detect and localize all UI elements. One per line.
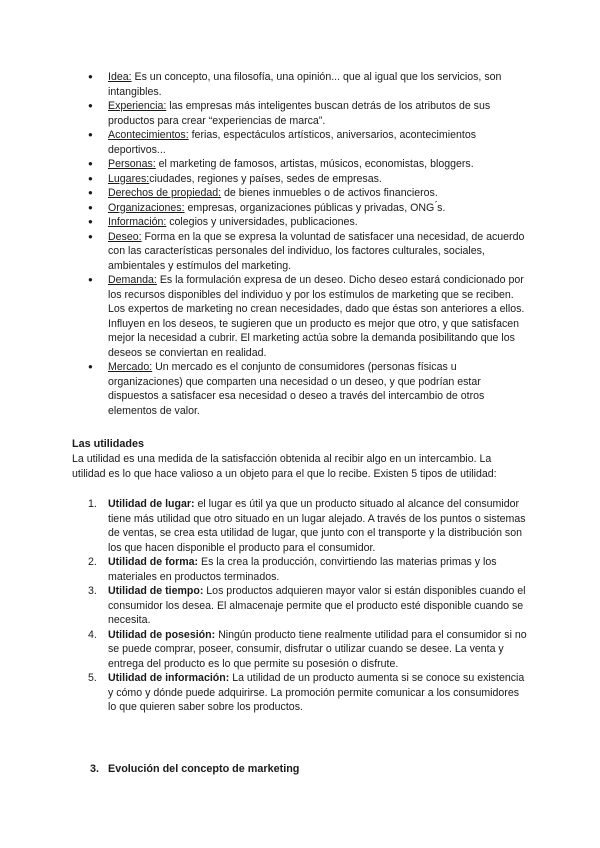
list-item — [108, 70, 528, 99]
heading-text: Evolución del concepto de marketing — [108, 763, 300, 775]
item-number: 2. — [88, 556, 97, 568]
list-item — [108, 157, 528, 172]
term: Deseo: — [108, 230, 142, 243]
term: Experiencia: — [108, 100, 167, 112]
term: Organizaciones: — [108, 201, 185, 214]
definition: Es un concepto, una filosofía, una opinión... que al igual que los servicios, son intangibles. — [108, 71, 502, 98]
list-item — [108, 201, 528, 216]
term: Utilidad de tiempo: — [108, 585, 204, 597]
section-title: Las utilidades — [72, 438, 144, 450]
term: Personas: — [108, 158, 156, 170]
term: Utilidad de lugar: — [108, 498, 195, 510]
list-item — [108, 128, 528, 157]
definition: Los productos adquieren mayor valor si están disponibles cuando el consumidor los desea. El almacenaje permite que el producto esté disponible cuando se necesita. — [108, 585, 526, 626]
term: Idea: — [108, 71, 132, 83]
definition: ciudades, regiones y países, sedes de empresas. — [149, 172, 382, 185]
list-item — [88, 497, 528, 555]
term: Lugares: — [108, 172, 150, 185]
list-item — [88, 555, 528, 584]
list-item — [88, 671, 528, 715]
next-section-heading — [90, 762, 299, 777]
heading-number: 3. — [90, 763, 100, 775]
list-item — [108, 99, 528, 128]
term: Información: — [108, 216, 167, 228]
item-number: 4. — [88, 628, 97, 641]
list-item — [88, 584, 528, 628]
definition: La utilidad de un producto aumenta si se conoce su existencia y cómo y dónde puede adquirirse. La promoción permite comunicar a los consumidores lo que quieren saber sobre los productos. — [108, 672, 525, 713]
definition: el lugar es útil ya que un producto situado al alcance del consumidor tiene más utilidad que otro situado en un lugar alejado. A través de los puntos o sistemas de ventas, se crea esta utilidad de lugar, que junto con el transporte y la distribución son los que hacen disponible el producto para el consumidor. — [108, 498, 526, 554]
list-item — [88, 628, 528, 672]
definition: las empresas más inteligentes buscan detrás de los atributos de sus productos para crear “experiencias de marca”. — [108, 100, 491, 127]
section-intro: La utilidad es una medida de la satisfacción obtenida al recibir algo en un intercambio. La utilidad es lo que hace valioso a un objeto para el que lo recibe. Existen 5 tipos de utilidad: — [72, 453, 497, 480]
list-item — [108, 360, 528, 418]
term: Acontecimientos: — [108, 129, 189, 141]
term: Demanda: — [108, 274, 157, 286]
utilities-list — [88, 497, 528, 715]
list-item — [108, 230, 528, 274]
term: Mercado: — [108, 361, 153, 373]
term: Utilidad de información: — [108, 672, 230, 684]
definition: colegios y universidades, publicaciones. — [166, 216, 358, 228]
definition: empresas, organizaciones públicas y privadas, ONG ́s. — [184, 201, 446, 214]
list-item — [108, 215, 528, 230]
definition: Forma en la que se expresa la voluntad de satisfacer una necesidad, de acuerdo con las características personales del individuo, los factores culturales, sociales, ambientales y estímulos del marketing. — [108, 230, 525, 272]
term: Utilidad de posesión: — [108, 628, 216, 641]
item-number: 3. — [88, 585, 97, 597]
definitions-list — [108, 70, 528, 418]
definition: Ningún producto tiene realmente utilidad para el consumidor si no se puede comprar, poseer, consumir, disfrutar o utilizar cuando se desee. La venta y entrega del producto es lo que permite su posesión o disfrute. — [108, 628, 527, 670]
definition: Un mercado es el conjunto de consumidores (personas físicas u organizaciones) que comparten una necesidad o un deseo, y que podrían estar dispuestos a satisfacer esa necesidad o deseo a través del intercambio de otros elementos de valor. — [108, 361, 485, 417]
item-number: 1. — [88, 498, 97, 510]
definition: de bienes inmuebles o de activos financieros. — [221, 187, 438, 199]
definition: Es la formulación expresa de un deseo. Dicho deseo estará condicionado por los recursos disponibles del individuo y por los estímulos de marketing que se reciben. Los expertos de marketing no crean necesidades, dado que éstas son anteriores a ellos. Influyen en los deseos, te sugieren que un producto es mejor que otro, y que satisfacen mejor la necesidad a cubrir. El marketing actúa sobre la demanda posibilitando que los deseos se conviertan en realidad. — [108, 274, 525, 359]
definition: ferias, espectáculos artísticos, aniversarios, acontecimientos deportivos... — [108, 129, 477, 156]
term: Derechos de propiedad: — [108, 187, 222, 199]
list-item — [108, 172, 528, 187]
term: Utilidad de forma: — [108, 556, 199, 568]
list-item — [108, 273, 528, 360]
definition: el marketing de famosos, artistas, músicos, economistas, bloggers. — [155, 158, 474, 170]
list-item — [108, 186, 528, 201]
definition: Es la crea la producción, convirtiendo las materias primas y los materiales en productos terminados. — [108, 556, 497, 583]
item-number: 5. — [88, 672, 97, 684]
